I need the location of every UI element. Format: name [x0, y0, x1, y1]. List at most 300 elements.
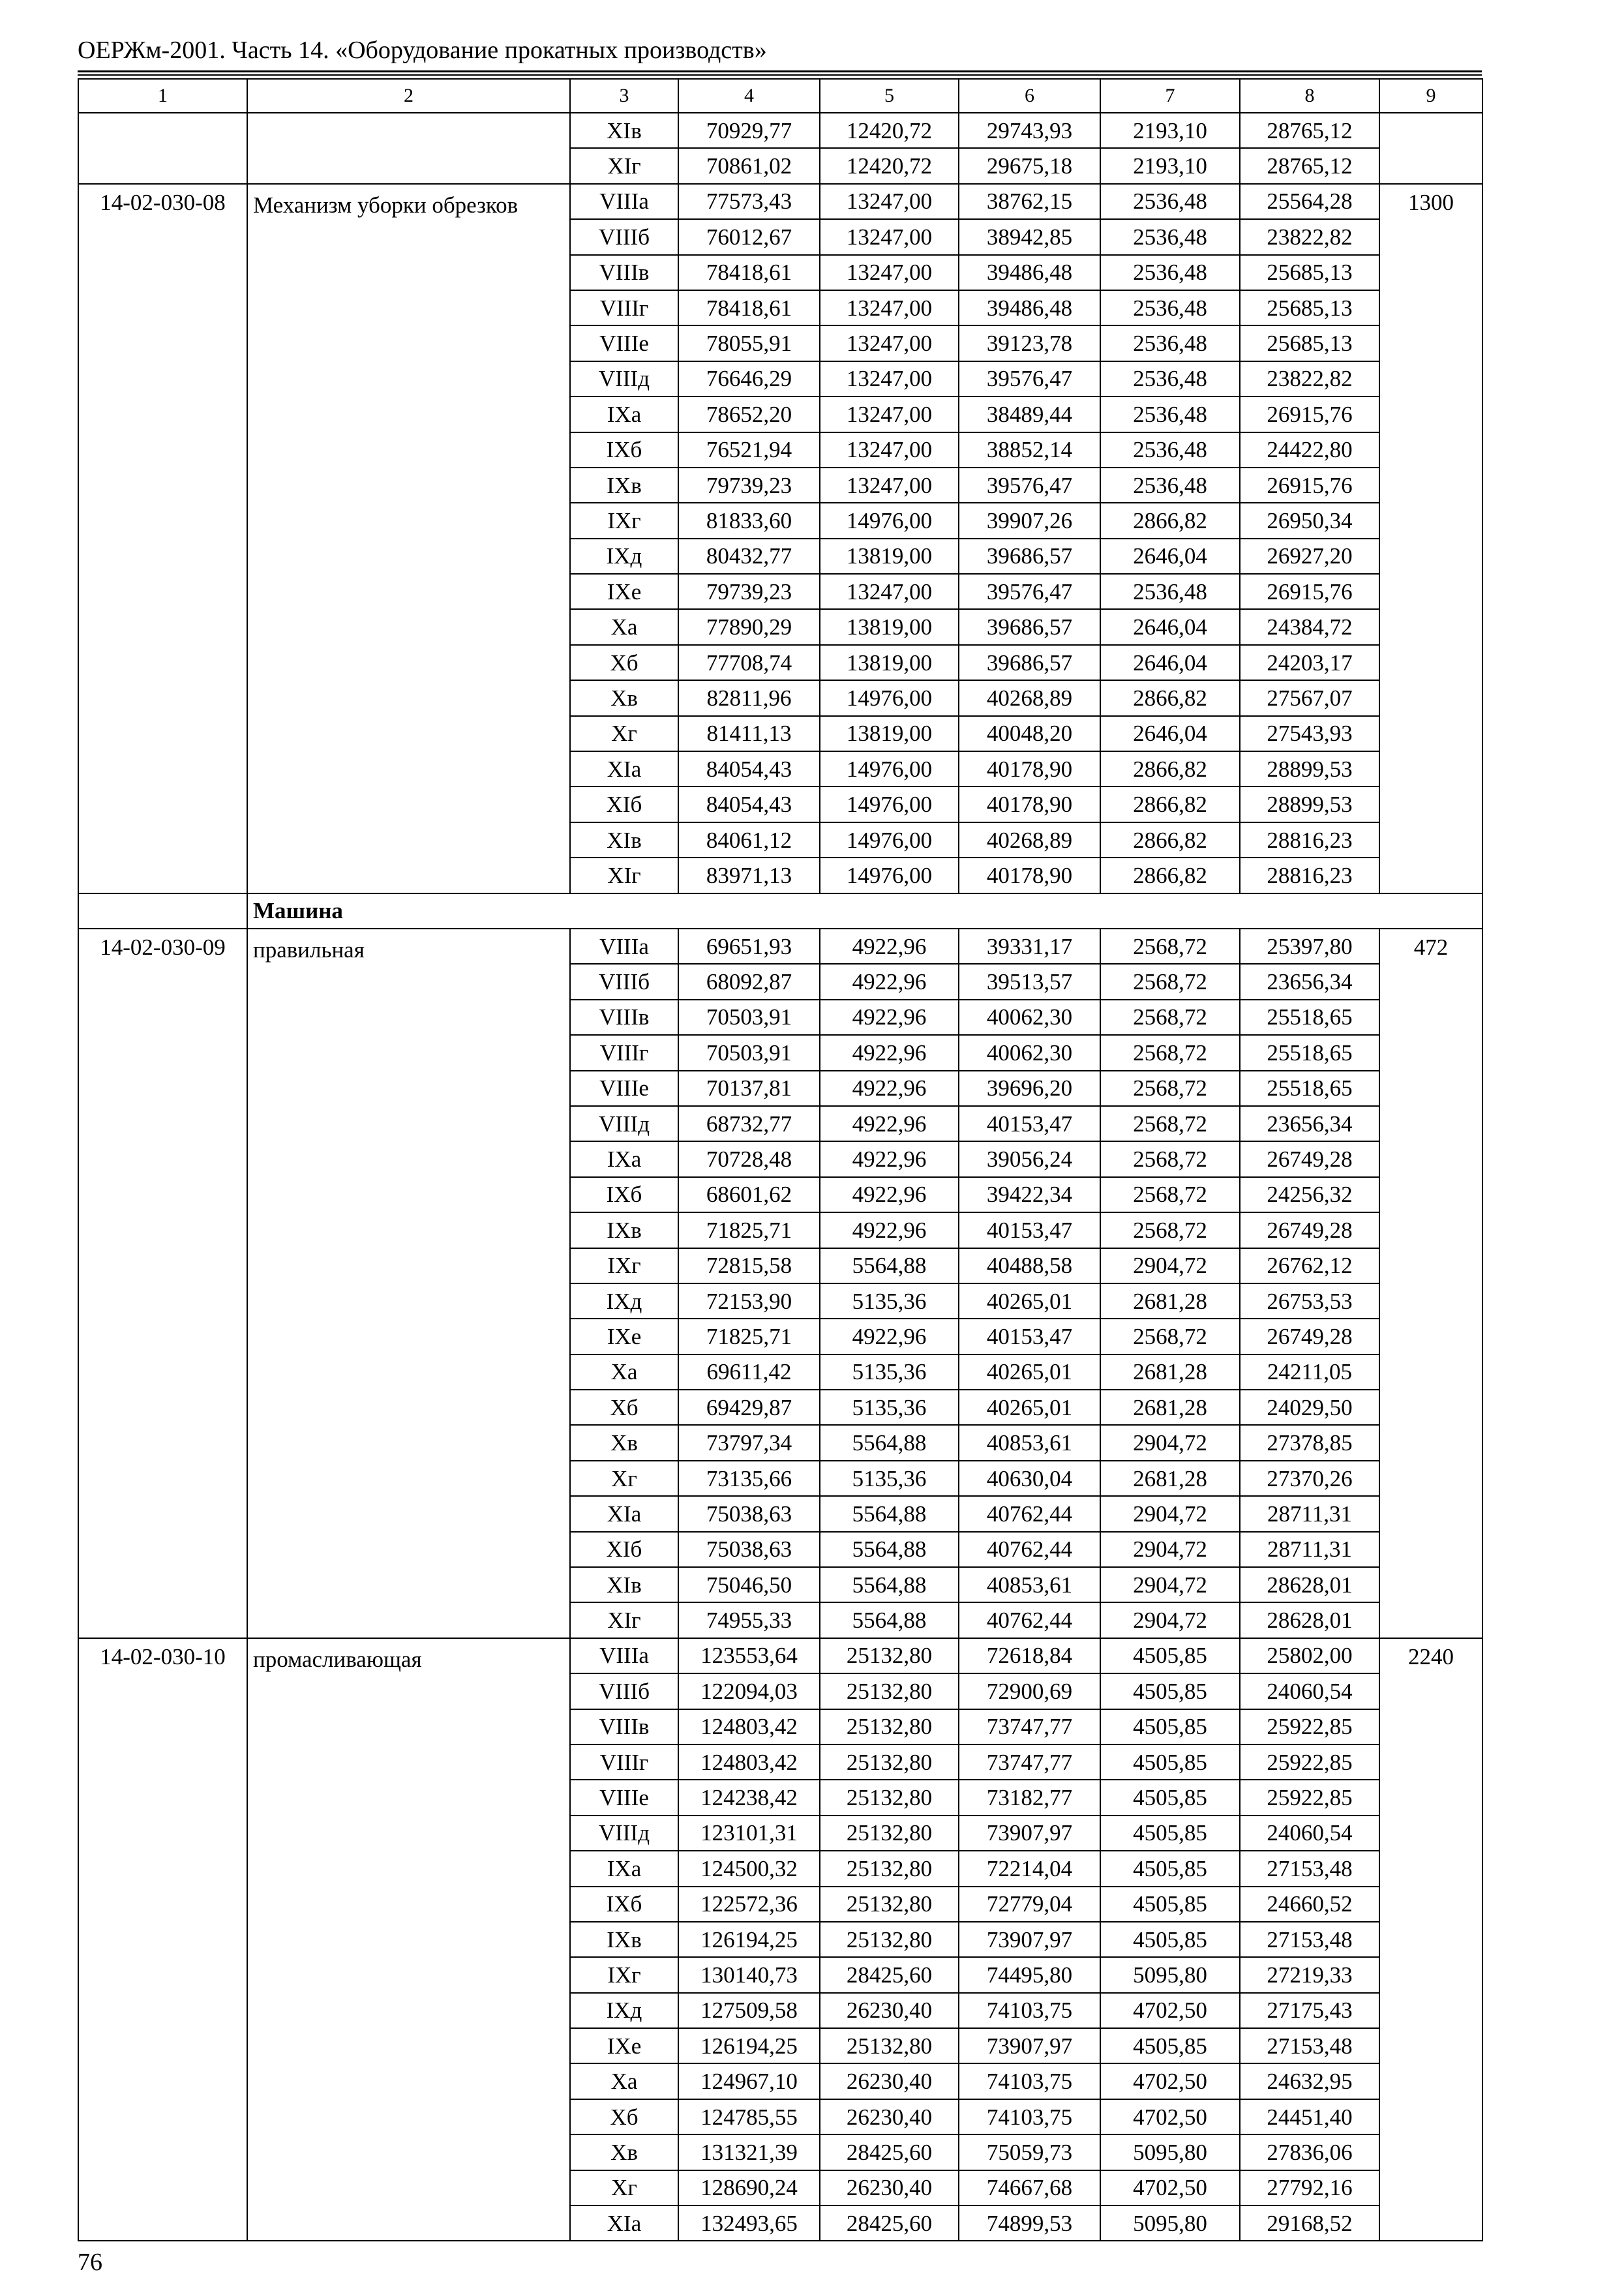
zone-cell: VIIIг [570, 290, 678, 325]
value-cell: 79739,23 [678, 574, 820, 609]
value-cell: 124785,55 [678, 2099, 820, 2134]
value-cell: 2536,48 [1100, 361, 1240, 396]
value-cell: 26230,40 [820, 2063, 959, 2099]
zone-cell: Xг [570, 2170, 678, 2206]
value-cell: 81833,60 [678, 503, 820, 538]
page-header-title: ОЕРЖм-2001. Часть 14. «Оборудование прокатных производств» [78, 37, 767, 64]
value-cell: 28899,53 [1240, 786, 1379, 822]
value-cell: 78418,61 [678, 290, 820, 325]
zone-cell: IXд [570, 539, 678, 574]
value-cell: 25132,80 [820, 1922, 959, 1957]
value-cell: 24203,17 [1240, 645, 1379, 680]
value-cell: 25922,85 [1240, 1709, 1379, 1744]
value-cell: 25132,80 [820, 1744, 959, 1780]
value-cell: 4922,96 [820, 1035, 959, 1070]
value-cell: 70137,81 [678, 1071, 820, 1106]
value-cell: 4505,85 [1100, 1816, 1240, 1851]
value-cell: 76012,67 [678, 219, 820, 254]
value-cell: 4505,85 [1100, 1851, 1240, 1886]
zone-cell: Xа [570, 2063, 678, 2099]
value-cell: 40268,89 [959, 680, 1100, 715]
value-cell: 68092,87 [678, 964, 820, 999]
zone-cell: IXа [570, 1851, 678, 1886]
value-cell: 28765,12 [1240, 113, 1379, 148]
value-cell: 126194,25 [678, 1922, 820, 1957]
value-cell: 40853,61 [959, 1567, 1100, 1602]
zone-cell: VIIIа [570, 929, 678, 964]
value-cell: 2904,72 [1100, 1248, 1240, 1283]
item-name: Механизм уборки обрезков [247, 184, 570, 893]
value-cell: 2568,72 [1100, 1000, 1240, 1035]
value-cell: 25132,80 [820, 1816, 959, 1851]
value-cell: 5564,88 [820, 1602, 959, 1638]
value-cell: 2568,72 [1100, 1177, 1240, 1212]
value-cell: 2193,10 [1100, 113, 1240, 148]
value-cell: 76521,94 [678, 432, 820, 468]
value-cell: 4505,85 [1100, 1922, 1240, 1957]
value-cell: 68732,77 [678, 1106, 820, 1141]
zone-cell: XIг [570, 148, 678, 183]
value-cell: 40153,47 [959, 1319, 1100, 1354]
value-cell: 29743,93 [959, 113, 1100, 148]
value-cell: 24211,05 [1240, 1354, 1379, 1390]
value-cell: 78652,20 [678, 396, 820, 432]
value-cell: 2568,72 [1100, 1141, 1240, 1176]
value-cell: 2681,28 [1100, 1390, 1240, 1425]
value-cell: 2866,82 [1100, 786, 1240, 822]
value-cell: 74955,33 [678, 1602, 820, 1638]
column-number-cell: 4 [678, 79, 820, 113]
value-cell: 39576,47 [959, 574, 1100, 609]
value-cell: 5564,88 [820, 1567, 959, 1602]
zone-cell: IXб [570, 432, 678, 468]
value-cell: 4505,85 [1100, 1887, 1240, 1922]
zone-cell: IXв [570, 1212, 678, 1248]
value-cell: 23822,82 [1240, 219, 1379, 254]
value-cell: 124500,32 [678, 1851, 820, 1886]
value-cell: 26915,76 [1240, 396, 1379, 432]
zone-cell: IXа [570, 1141, 678, 1176]
value-cell: 13819,00 [820, 539, 959, 574]
value-cell: 28899,53 [1240, 751, 1379, 786]
value-cell: 127509,58 [678, 1993, 820, 2028]
header-rule-top [78, 70, 1482, 72]
value-cell: 40762,44 [959, 1496, 1100, 1531]
value-cell: 5135,36 [820, 1390, 959, 1425]
value-cell: 4922,96 [820, 1000, 959, 1035]
value-cell: 26749,28 [1240, 1319, 1379, 1354]
value-cell: 24256,32 [1240, 1177, 1379, 1212]
value-cell: 26915,76 [1240, 574, 1379, 609]
zone-cell: IXг [570, 503, 678, 538]
value-cell: 28711,31 [1240, 1496, 1379, 1531]
value-cell: 39422,34 [959, 1177, 1100, 1212]
item-mass-value: 2240 [1379, 1638, 1482, 2241]
value-cell: 14976,00 [820, 858, 959, 893]
price-table-body [78, 79, 1482, 2241]
value-cell: 13247,00 [820, 219, 959, 254]
value-cell: 79739,23 [678, 468, 820, 503]
value-cell: 4922,96 [820, 1106, 959, 1141]
value-cell: 28711,31 [1240, 1532, 1379, 1567]
zone-cell: VIIIв [570, 1000, 678, 1035]
value-cell: 40153,47 [959, 1106, 1100, 1141]
value-cell: 25685,13 [1240, 325, 1379, 361]
value-cell: 28628,01 [1240, 1567, 1379, 1602]
zone-cell: Xа [570, 1354, 678, 1390]
value-cell: 26749,28 [1240, 1212, 1379, 1248]
zone-cell: VIIIв [570, 1709, 678, 1744]
value-cell: 78418,61 [678, 255, 820, 290]
value-cell: 13819,00 [820, 716, 959, 751]
zone-cell: Xа [570, 609, 678, 644]
value-cell: 26950,34 [1240, 503, 1379, 538]
value-cell: 70503,91 [678, 1035, 820, 1070]
value-cell: 81411,13 [678, 716, 820, 751]
value-cell: 26915,76 [1240, 468, 1379, 503]
value-cell: 70929,77 [678, 113, 820, 148]
value-cell: 122572,36 [678, 1887, 820, 1922]
value-cell: 28816,23 [1240, 822, 1379, 858]
value-cell: 26762,12 [1240, 1248, 1379, 1283]
value-cell: 2536,48 [1100, 574, 1240, 609]
zone-cell: XIг [570, 1602, 678, 1638]
value-cell: 5564,88 [820, 1496, 959, 1531]
value-cell: 72900,69 [959, 1673, 1100, 1709]
zone-cell: XIв [570, 113, 678, 148]
value-cell: 25132,80 [820, 2028, 959, 2063]
value-cell: 27792,16 [1240, 2170, 1379, 2206]
value-cell: 39576,47 [959, 361, 1100, 396]
table-row [78, 1638, 1482, 1673]
zone-cell: XIг [570, 858, 678, 893]
value-cell: 24029,50 [1240, 1390, 1379, 1425]
value-cell: 4505,85 [1100, 1673, 1240, 1709]
zone-cell: VIIIб [570, 964, 678, 999]
value-cell: 72153,90 [678, 1283, 820, 1319]
zone-cell: IXд [570, 1283, 678, 1319]
value-cell: 13247,00 [820, 325, 959, 361]
value-cell: 74103,75 [959, 2099, 1100, 2134]
value-cell: 40265,01 [959, 1390, 1100, 1425]
value-cell: 4922,96 [820, 1141, 959, 1176]
value-cell: 4505,85 [1100, 1744, 1240, 1780]
value-cell: 74899,53 [959, 2206, 1100, 2241]
value-cell: 27153,48 [1240, 2028, 1379, 2063]
value-cell: 25518,65 [1240, 1000, 1379, 1035]
value-cell: 40762,44 [959, 1532, 1100, 1567]
value-cell: 2866,82 [1100, 822, 1240, 858]
zone-cell: Xг [570, 716, 678, 751]
value-cell: 39513,57 [959, 964, 1100, 999]
value-cell: 4922,96 [820, 1319, 959, 1354]
value-cell: 84061,12 [678, 822, 820, 858]
value-cell: 2681,28 [1100, 1283, 1240, 1319]
value-cell: 28425,60 [820, 2206, 959, 2241]
value-cell: 74103,75 [959, 2063, 1100, 2099]
value-cell: 13247,00 [820, 255, 959, 290]
value-cell: 13247,00 [820, 468, 959, 503]
value-cell: 24060,54 [1240, 1816, 1379, 1851]
item-name [247, 113, 570, 184]
column-number-cell: 2 [247, 79, 570, 113]
value-cell: 25685,13 [1240, 255, 1379, 290]
value-cell: 28765,12 [1240, 148, 1379, 183]
value-cell: 4922,96 [820, 1177, 959, 1212]
value-cell: 38762,15 [959, 184, 1100, 219]
zone-cell: Xб [570, 1390, 678, 1425]
zone-cell: IXб [570, 1177, 678, 1212]
table-row [78, 113, 1482, 148]
value-cell: 23656,34 [1240, 1106, 1379, 1141]
value-cell: 39331,17 [959, 929, 1100, 964]
value-cell: 124238,42 [678, 1780, 820, 1815]
item-mass-value [1379, 113, 1482, 184]
zone-cell: VIIIе [570, 1071, 678, 1106]
value-cell: 24384,72 [1240, 609, 1379, 644]
value-cell: 27378,85 [1240, 1425, 1379, 1460]
value-cell: 4922,96 [820, 1212, 959, 1248]
value-cell: 40153,47 [959, 1212, 1100, 1248]
value-cell: 40488,58 [959, 1248, 1100, 1283]
value-cell: 38489,44 [959, 396, 1100, 432]
value-cell: 24660,52 [1240, 1887, 1379, 1922]
value-cell: 39696,20 [959, 1071, 1100, 1106]
value-cell: 27153,48 [1240, 1922, 1379, 1957]
value-cell: 4702,50 [1100, 2170, 1240, 2206]
value-cell: 23822,82 [1240, 361, 1379, 396]
value-cell: 14976,00 [820, 751, 959, 786]
value-cell: 73797,34 [678, 1425, 820, 1460]
zone-cell: VIIIе [570, 325, 678, 361]
value-cell: 70503,91 [678, 1000, 820, 1035]
zone-cell: IXв [570, 468, 678, 503]
value-cell: 39056,24 [959, 1141, 1100, 1176]
value-cell: 72618,84 [959, 1638, 1100, 1673]
value-cell: 39686,57 [959, 539, 1100, 574]
value-cell: 72815,58 [678, 1248, 820, 1283]
value-cell: 5135,36 [820, 1283, 959, 1319]
value-cell: 73135,66 [678, 1461, 820, 1496]
value-cell: 2193,10 [1100, 148, 1240, 183]
value-cell: 25564,28 [1240, 184, 1379, 219]
value-cell: 2536,48 [1100, 325, 1240, 361]
value-cell: 4702,50 [1100, 2063, 1240, 2099]
value-cell: 14976,00 [820, 503, 959, 538]
value-cell: 25397,80 [1240, 929, 1379, 964]
value-cell: 13247,00 [820, 432, 959, 468]
value-cell: 69429,87 [678, 1390, 820, 1425]
value-cell: 73907,97 [959, 1922, 1100, 1957]
value-cell: 12420,72 [820, 113, 959, 148]
value-cell: 40178,90 [959, 786, 1100, 822]
value-cell: 126194,25 [678, 2028, 820, 2063]
value-cell: 40265,01 [959, 1283, 1100, 1319]
value-cell: 39686,57 [959, 645, 1100, 680]
value-cell: 40178,90 [959, 858, 1100, 893]
value-cell: 2536,48 [1100, 432, 1240, 468]
value-cell: 131321,39 [678, 2134, 820, 2170]
value-cell: 75038,63 [678, 1496, 820, 1531]
value-cell: 14976,00 [820, 786, 959, 822]
section-blank-cell [78, 893, 247, 929]
value-cell: 27543,93 [1240, 716, 1379, 751]
value-cell: 29168,52 [1240, 2206, 1379, 2241]
zone-cell: IXг [570, 1957, 678, 1992]
value-cell: 4505,85 [1100, 1638, 1240, 1673]
value-cell: 68601,62 [678, 1177, 820, 1212]
value-cell: 25922,85 [1240, 1780, 1379, 1815]
value-cell: 39686,57 [959, 609, 1100, 644]
value-cell: 2568,72 [1100, 1035, 1240, 1070]
zone-cell: VIIIв [570, 255, 678, 290]
value-cell: 2568,72 [1100, 1106, 1240, 1141]
column-number-cell: 8 [1240, 79, 1379, 113]
value-cell: 2646,04 [1100, 539, 1240, 574]
value-cell: 128690,24 [678, 2170, 820, 2206]
zone-cell: VIIIа [570, 184, 678, 219]
value-cell: 2536,48 [1100, 396, 1240, 432]
value-cell: 25802,00 [1240, 1638, 1379, 1673]
value-cell: 29675,18 [959, 148, 1100, 183]
value-cell: 13247,00 [820, 396, 959, 432]
value-cell: 4505,85 [1100, 1780, 1240, 1815]
value-cell: 73907,97 [959, 1816, 1100, 1851]
value-cell: 25132,80 [820, 1709, 959, 1744]
zone-cell: Xв [570, 2134, 678, 2170]
value-cell: 73747,77 [959, 1709, 1100, 1744]
value-cell: 2536,48 [1100, 290, 1240, 325]
value-cell: 2536,48 [1100, 255, 1240, 290]
value-cell: 25132,80 [820, 1780, 959, 1815]
value-cell: 28425,60 [820, 1957, 959, 1992]
zone-cell: VIIIд [570, 1106, 678, 1141]
value-cell: 13819,00 [820, 609, 959, 644]
value-cell: 2904,72 [1100, 1602, 1240, 1638]
value-cell: 25132,80 [820, 1638, 959, 1673]
value-cell: 38852,14 [959, 432, 1100, 468]
value-cell: 70728,48 [678, 1141, 820, 1176]
zone-cell: XIа [570, 1496, 678, 1531]
value-cell: 2904,72 [1100, 1567, 1240, 1602]
value-cell: 4922,96 [820, 929, 959, 964]
zone-cell: VIIIг [570, 1744, 678, 1780]
value-cell: 24422,80 [1240, 432, 1379, 468]
section-row [78, 893, 1482, 929]
value-cell: 26230,40 [820, 2099, 959, 2134]
value-cell: 28425,60 [820, 2134, 959, 2170]
value-cell: 2568,72 [1100, 1071, 1240, 1106]
value-cell: 13247,00 [820, 184, 959, 219]
value-cell: 25685,13 [1240, 290, 1379, 325]
zone-cell: IXд [570, 1993, 678, 2028]
value-cell: 27567,07 [1240, 680, 1379, 715]
value-cell: 75059,73 [959, 2134, 1100, 2170]
table-row [78, 184, 1482, 219]
value-cell: 40048,20 [959, 716, 1100, 751]
value-cell: 2681,28 [1100, 1354, 1240, 1390]
value-cell: 69611,42 [678, 1354, 820, 1390]
value-cell: 24632,95 [1240, 2063, 1379, 2099]
zone-cell: VIIIе [570, 1780, 678, 1815]
value-cell: 2646,04 [1100, 645, 1240, 680]
value-cell: 84054,43 [678, 751, 820, 786]
value-cell: 80432,77 [678, 539, 820, 574]
value-cell: 40062,30 [959, 1000, 1100, 1035]
value-cell: 75038,63 [678, 1532, 820, 1567]
value-cell: 2536,48 [1100, 184, 1240, 219]
zone-cell: Xб [570, 2099, 678, 2134]
value-cell: 2904,72 [1100, 1532, 1240, 1567]
value-cell: 73907,97 [959, 2028, 1100, 2063]
value-cell: 27836,06 [1240, 2134, 1379, 2170]
value-cell: 2568,72 [1100, 1319, 1240, 1354]
header-rule-bottom [78, 74, 1482, 76]
item-code [78, 113, 247, 184]
value-cell: 25132,80 [820, 1673, 959, 1709]
value-cell: 13247,00 [820, 361, 959, 396]
value-cell: 70861,02 [678, 148, 820, 183]
value-cell: 27219,33 [1240, 1957, 1379, 1992]
value-cell: 5135,36 [820, 1354, 959, 1390]
value-cell: 2866,82 [1100, 858, 1240, 893]
value-cell: 12420,72 [820, 148, 959, 183]
zone-cell: VIIIб [570, 1673, 678, 1709]
value-cell: 75046,50 [678, 1567, 820, 1602]
zone-cell: Xб [570, 645, 678, 680]
value-cell: 28816,23 [1240, 858, 1379, 893]
table-row [78, 929, 1482, 964]
zone-cell: Xг [570, 1461, 678, 1496]
value-cell: 2681,28 [1100, 1461, 1240, 1496]
value-cell: 2536,48 [1100, 468, 1240, 503]
value-cell: 25132,80 [820, 1887, 959, 1922]
zone-cell: XIв [570, 822, 678, 858]
item-name: промасливающая [247, 1638, 570, 2241]
value-cell: 74103,75 [959, 1993, 1100, 2028]
value-cell: 5564,88 [820, 1532, 959, 1567]
value-cell: 2568,72 [1100, 929, 1240, 964]
zone-cell: XIа [570, 2206, 678, 2241]
value-cell: 2866,82 [1100, 751, 1240, 786]
column-number-row [78, 79, 1482, 113]
column-number-cell: 5 [820, 79, 959, 113]
value-cell: 4922,96 [820, 1071, 959, 1106]
value-cell: 72214,04 [959, 1851, 1100, 1886]
value-cell: 27175,43 [1240, 1993, 1379, 2028]
value-cell: 71825,71 [678, 1319, 820, 1354]
value-cell: 2568,72 [1100, 964, 1240, 999]
value-cell: 124803,42 [678, 1709, 820, 1744]
value-cell: 73182,77 [959, 1780, 1100, 1815]
item-mass-value: 1300 [1379, 184, 1482, 893]
value-cell: 5095,80 [1100, 2206, 1240, 2241]
value-cell: 40268,89 [959, 822, 1100, 858]
item-code: 14-02-030-10 [78, 1638, 247, 2241]
value-cell: 72779,04 [959, 1887, 1100, 1922]
value-cell: 130140,73 [678, 1957, 820, 1992]
value-cell: 123101,31 [678, 1816, 820, 1851]
value-cell: 26749,28 [1240, 1141, 1379, 1176]
zone-cell: VIIIг [570, 1035, 678, 1070]
value-cell: 39123,78 [959, 325, 1100, 361]
section-title: Машина [247, 893, 1482, 929]
value-cell: 83971,13 [678, 858, 820, 893]
value-cell: 26753,53 [1240, 1283, 1379, 1319]
value-cell: 74667,68 [959, 2170, 1100, 2206]
item-name: правильная [247, 929, 570, 1638]
value-cell: 2866,82 [1100, 503, 1240, 538]
